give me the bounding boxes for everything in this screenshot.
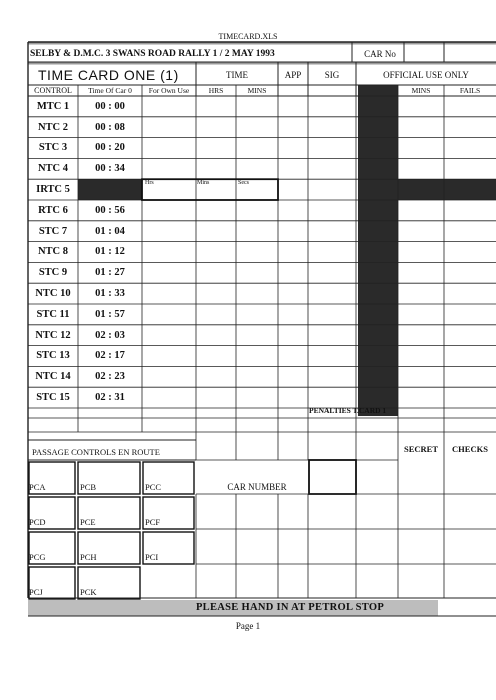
file-title: TIMECARD.XLS <box>218 32 278 41</box>
passage-controls-label: PASSAGE CONTROLS EN ROUTE <box>32 447 160 457</box>
secret-label: SECRET <box>403 444 438 454</box>
col-time-label: TIME <box>226 70 248 80</box>
car-no-box-1[interactable] <box>404 45 444 62</box>
control-due-time: 00 : 20 <box>95 142 125 154</box>
car-number-label: CAR NUMBER <box>227 482 287 492</box>
control-name: NTC 8 <box>37 246 69 258</box>
pc-label-pcc: PCC <box>145 482 162 492</box>
irtc-hrs-label: Hrs <box>145 180 154 186</box>
control-due-time: 01 : 57 <box>95 308 125 320</box>
event-title: SELBY & D.M.C. 3 SWANS ROAD RALLY 1 / 2 MAY 1993 <box>30 48 275 59</box>
control-name: STC 15 <box>36 392 70 404</box>
control-name: NTC 4 <box>37 163 69 175</box>
pc-label-pce: PCE <box>80 517 96 527</box>
irtc-entry-box <box>142 179 278 200</box>
col-app-label: APP <box>284 70 302 80</box>
control-due-time: 00 : 08 <box>95 121 125 133</box>
control-due-time: 00 : 34 <box>95 163 125 175</box>
pc-label-pcf: PCF <box>145 517 161 527</box>
control-due-time: 01 : 04 <box>95 225 125 237</box>
control-due-time: 02 : 31 <box>95 392 125 404</box>
control-due-time: 02 : 23 <box>95 371 125 383</box>
hand-in-banner: PLEASE HAND IN AT PETROL STOP <box>195 602 385 613</box>
control-name: STC 11 <box>36 308 70 320</box>
pc-label-pch: PCH <box>80 552 97 562</box>
control-name: MTC 1 <box>36 100 70 112</box>
pc-label-pcg: PCG <box>29 552 46 562</box>
control-due-time: 01 : 33 <box>95 288 125 300</box>
pc-label-pcj: PCJ <box>29 587 43 597</box>
control-name: STC 13 <box>36 350 70 362</box>
irtc-mins-label: Mins <box>197 180 210 186</box>
control-col-header: CONTROL <box>34 86 72 95</box>
control-name: NTC 14 <box>35 371 71 383</box>
checks-label: CHECKS <box>452 444 488 454</box>
fails-header: FAILS <box>459 86 481 95</box>
own-use-header: For Own Use <box>148 86 190 95</box>
hrs-header: HRS <box>208 86 224 95</box>
control-name: NTC 12 <box>35 329 71 341</box>
control-name: NTC 2 <box>37 121 69 133</box>
control-name: RTC 6 <box>38 204 68 216</box>
card-title: TIME CARD ONE (1) <box>38 67 179 83</box>
irtc-shaded-band <box>398 179 496 200</box>
control-due-time: 02 : 17 <box>95 350 125 362</box>
pc-label-pcd: PCD <box>29 517 46 527</box>
control-due-time <box>78 179 142 200</box>
pc-label-pca: PCA <box>29 482 46 492</box>
page-label: Page 1 <box>235 621 261 631</box>
car-number-box[interactable] <box>309 460 356 494</box>
pc-label-pck: PCK <box>80 587 97 597</box>
control-due-time: 01 : 27 <box>95 267 125 279</box>
control-name: STC 7 <box>38 225 68 237</box>
car-no-label: CAR No <box>364 48 396 59</box>
control-due-time: 01 : 12 <box>95 246 125 258</box>
control-due-time: 00 : 56 <box>95 204 125 216</box>
official-use-label: OFFICIAL USE ONLY <box>383 70 469 80</box>
col-sig-label: SIG <box>324 70 340 80</box>
pc-label-pcb: PCB <box>80 482 97 492</box>
mins-header: MINS <box>247 86 267 95</box>
control-name: STC 3 <box>38 142 68 154</box>
control-name: NTC 10 <box>35 288 71 300</box>
control-name: IRTC 5 <box>36 184 70 196</box>
control-due-time: 00 : 00 <box>95 100 125 112</box>
control-name: STC 9 <box>38 267 68 279</box>
penalties-label: PENALTIES T.CARD 1 <box>309 405 387 415</box>
official-mins-header: MINS <box>411 86 431 95</box>
control-due-time: 02 : 03 <box>95 329 125 341</box>
irtc-secs-label: Secs <box>238 180 249 186</box>
car-no-box-2[interactable] <box>444 45 496 62</box>
pc-label-pci: PCI <box>145 552 159 562</box>
time-of-car-header: Time Of Car 0 <box>88 86 132 95</box>
